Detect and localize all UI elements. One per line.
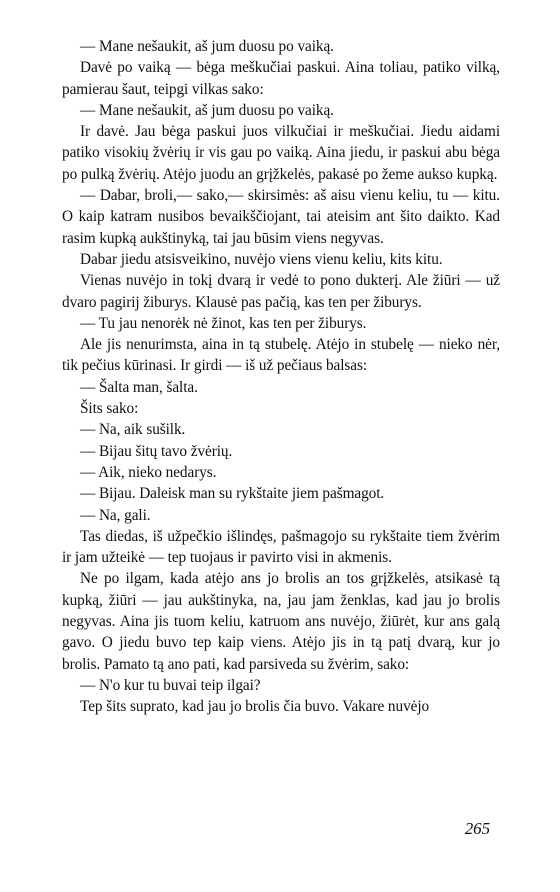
page-number: 265 [464, 818, 490, 838]
paragraph: — Aik, nieko nedarys. [80, 463, 217, 481]
paragraph: Tep šits suprato, kad jau jo brolis čia buvo. Vakare nuvėjo [80, 698, 430, 716]
paragraph: Šits sako: [80, 400, 139, 418]
paragraph: — Bijau. Daleisk man su rykštaite jiem pašmagot. [80, 485, 385, 503]
paragraph: — Mane nešaukit, aš jum duosu po vaiką. [80, 101, 334, 119]
paragraph: Ne po ilgam, kada atėjo ans jo brolis an tos grįžkelės, atsikasė tą kupką, žiūri — jau aukštinyka, na, jau jam ženklas, kad jau jo brolis negyvas. Aina jis tuom keliu, katruom ans nuvėjo, žiūrėt, kur ans galą gavo. O jiedu buvo tep kaip viens. Atėjo jis in tą patį dvarą, kur jo brolis. Pamato tą ano pati, kad parsiveda su žvėrim, sako: [62, 570, 500, 673]
paragraph: Dabar jiedu atsisveikino, nuvėjo viens vienu keliu, kits kitu. [80, 250, 443, 268]
paragraph: Ale jis nenurimsta, aina in tą stubelę. Atėjo in stubelę — nieko nėr, tik pečius kūrinasi. Ir girdi — iš už pečiaus balsas: [62, 336, 500, 375]
paragraph: Ir davė. Jau bėga paskui juos vilkučiai ir meškučiai. Jiedu aidami patiko visokių žvėrių ir vis gau po vaiką. Aina jiedu, ir paskui abu bėga po pulką žvėrių. Atėjo juodu an grįžkelės, pakasė po žeme aukso kupką. [62, 123, 500, 183]
paragraph: — Tu jau nenorėk nė žinot, kas ten per žiburys. [80, 314, 367, 332]
paragraph: — Na, aik sušilk. [80, 421, 186, 439]
paragraph: — Šalta man, šalta. [80, 378, 198, 396]
paragraph: — Mane nešaukit, aš jum duosu po vaiką. [80, 38, 334, 55]
paragraph: Davė po vaiką — bėga meškučiai paskui. Aina toliau, patiko vilką, pamierau šaut, teipgi vilkas sako: [62, 59, 500, 98]
paragraph: — Dabar, broli,— sako,— skirsimės: aš aisu vienu keliu, tu — kitu. O kaip katram nusibos bevaikščiojant, tai ateisim ant šito daikto. Kad rasim kupką aukštinyką, tai jau būsim viens negyvas. [62, 187, 500, 247]
paragraph: — Na, gali. [80, 506, 151, 524]
body-text [62, 36, 500, 718]
paragraph: Tas diedas, iš užpečkio išlindęs, pašmagojo su rykštaite tiem žvėrim ir jam užteikė — tep tuojaus ir pavirto visi in akmenis. [62, 527, 500, 567]
paragraph: — N'o kur tu buvai teip ilgai? [80, 676, 261, 694]
paragraph: Vienas nuvėjo in tokį dvarą ir vedė to pono dukterį. Ale žiūri — už dvaro pagirij žiburys. Klausė pas pačią, kas ten per žiburys. [62, 272, 500, 311]
paragraph: — Bijau šitų tavo žvėrių. [80, 442, 233, 460]
